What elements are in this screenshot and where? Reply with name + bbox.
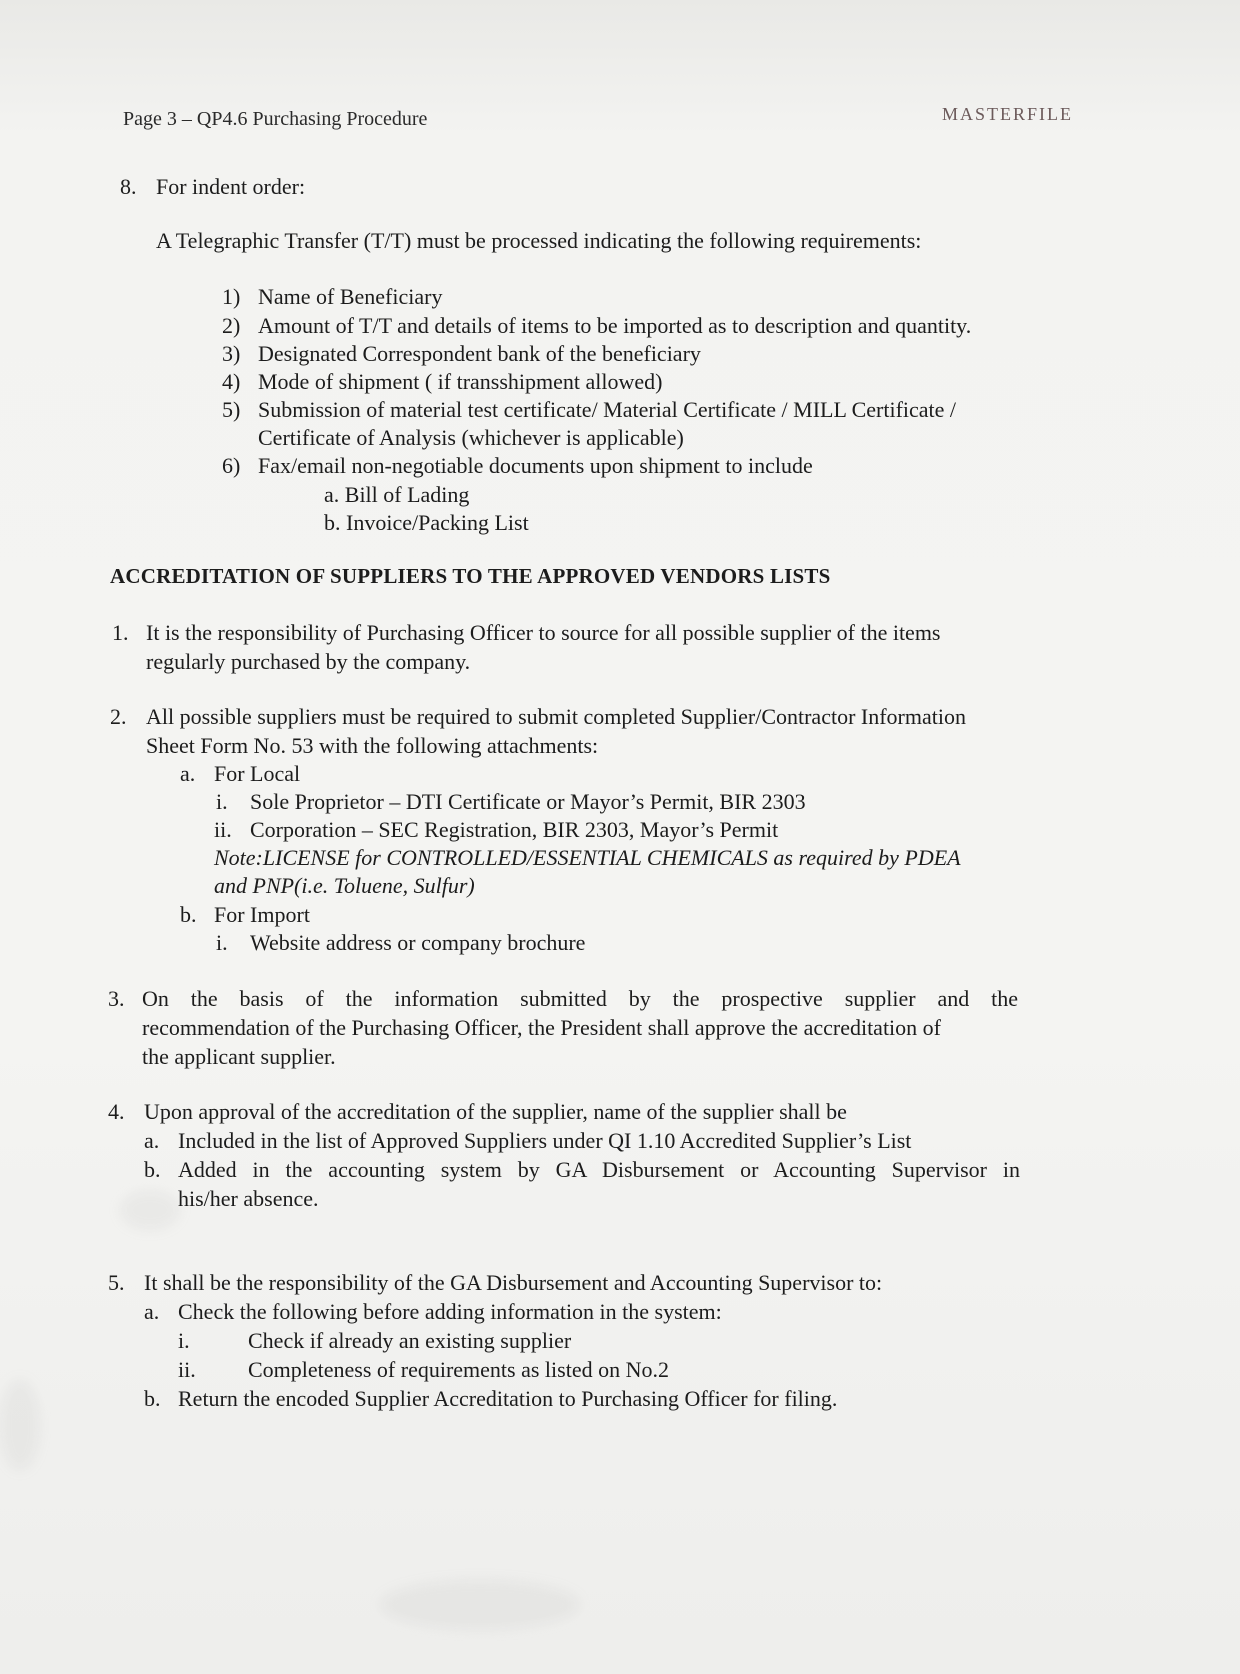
sub-label: b.	[180, 902, 197, 927]
sub-text-cont: his/her absence.	[178, 1186, 319, 1211]
indent-title: For indent order:	[156, 174, 306, 199]
sub-label: b.	[144, 1157, 161, 1182]
roman-num: ii.	[214, 817, 232, 842]
sub-text: Return the encoded Supplier Accreditation to Purchasing Officer for filing.	[178, 1386, 838, 1411]
indent-item-num: 5)	[222, 397, 241, 422]
section-text: It is the responsibility of Purchasing Officer to source for all possible supplier of the items	[146, 620, 941, 645]
indent-sub-item: b. Invoice/Packing List	[324, 510, 529, 535]
sub-title: For Import	[214, 902, 310, 927]
indent-item-text: Mode of shipment ( if transshipment allowed)	[258, 369, 663, 394]
indent-item-num: 2)	[222, 313, 241, 338]
sub-text: Added in the accounting system by GA Disbursement or Accounting Supervisor in	[178, 1157, 1020, 1182]
masterfile-stamp: MASTERFILE	[942, 104, 1074, 124]
sub-text: Check the following before adding information in the system:	[178, 1299, 722, 1324]
roman-text: Website address or company brochure	[250, 930, 586, 955]
indent-intro: A Telegraphic Transfer (T/T) must be processed indicating the following requirements:	[156, 228, 922, 253]
section-text: It shall be the responsibility of the GA Disbursement and Accounting Supervisor to:	[144, 1270, 883, 1295]
indent-item-text: Fax/email non-negotiable documents upon shipment to include	[258, 453, 813, 478]
sub-label: a.	[180, 761, 196, 786]
section-number: 3.	[108, 986, 125, 1011]
section-text: recommendation of the Purchasing Officer, the President shall approve the accreditation of	[142, 1015, 941, 1040]
section-text: the applicant supplier.	[142, 1044, 336, 1069]
section-text: regularly purchased by the company.	[146, 649, 471, 674]
sub-text: Included in the list of Approved Suppliers under QI 1.10 Accredited Supplier’s List	[178, 1128, 912, 1153]
indent-item-num: 6)	[222, 453, 241, 478]
section-heading: ACCREDITATION OF SUPPLIERS TO THE APPROVED VENDORS LISTS	[110, 564, 831, 588]
scan-smudge	[380, 1580, 580, 1630]
indent-item-text: Name of Beneficiary	[258, 284, 443, 309]
section-number: 4.	[108, 1099, 125, 1124]
section-number: 1.	[112, 620, 129, 645]
roman-num: i.	[178, 1328, 190, 1353]
indent-item-text-cont: Certificate of Analysis (whichever is applicable)	[258, 425, 684, 450]
section-text: Upon approval of the accreditation of the supplier, name of the supplier shall be	[144, 1099, 847, 1124]
indent-item-num: 3)	[222, 341, 241, 366]
sub-label: a.	[144, 1299, 160, 1324]
scan-smudge	[120, 1190, 180, 1230]
section-number: 5.	[108, 1270, 125, 1295]
indent-item-num: 4)	[222, 369, 241, 394]
roman-num: i.	[216, 930, 228, 955]
section-text: Sheet Form No. 53 with the following attachments:	[146, 733, 599, 758]
sub-title: For Local	[214, 761, 301, 786]
page-header-title: Page 3 – QP4.6 Purchasing Procedure	[123, 108, 428, 130]
license-note-cont: and PNP(i.e. Toluene, Sulfur)	[214, 873, 475, 898]
roman-text: Sole Proprietor – DTI Certificate or Mayor’s Permit, BIR 2303	[250, 789, 806, 814]
indent-number: 8.	[120, 174, 137, 199]
sub-label: b.	[144, 1386, 161, 1411]
roman-text: Completeness of requirements as listed on No.2	[248, 1357, 669, 1382]
indent-item-text: Submission of material test certificate/ Material Certificate / MILL Certificate /	[258, 397, 957, 422]
section-text: All possible suppliers must be required to submit completed Supplier/Contractor Information	[146, 704, 966, 729]
section-number: 2.	[110, 704, 127, 729]
indent-item-text: Designated Correspondent bank of the beneficiary	[258, 341, 701, 366]
indent-item-num: 1)	[222, 284, 241, 309]
roman-text: Check if already an existing supplier	[248, 1328, 572, 1353]
roman-num: i.	[216, 789, 228, 814]
scan-smudge	[0, 1380, 40, 1470]
section-text: On the basis of the information submitted by the prospective supplier and the	[142, 986, 1018, 1011]
license-note: Note:LICENSE for CONTROLLED/ESSENTIAL CHEMICALS as required by PDEA	[214, 845, 961, 870]
roman-num: ii.	[178, 1357, 196, 1382]
indent-sub-item: a. Bill of Lading	[324, 482, 470, 507]
sub-label: a.	[144, 1128, 160, 1153]
roman-text: Corporation – SEC Registration, BIR 2303, Mayor’s Permit	[250, 817, 779, 842]
indent-item-text: Amount of T/T and details of items to be imported as to description and quantity.	[258, 313, 972, 338]
